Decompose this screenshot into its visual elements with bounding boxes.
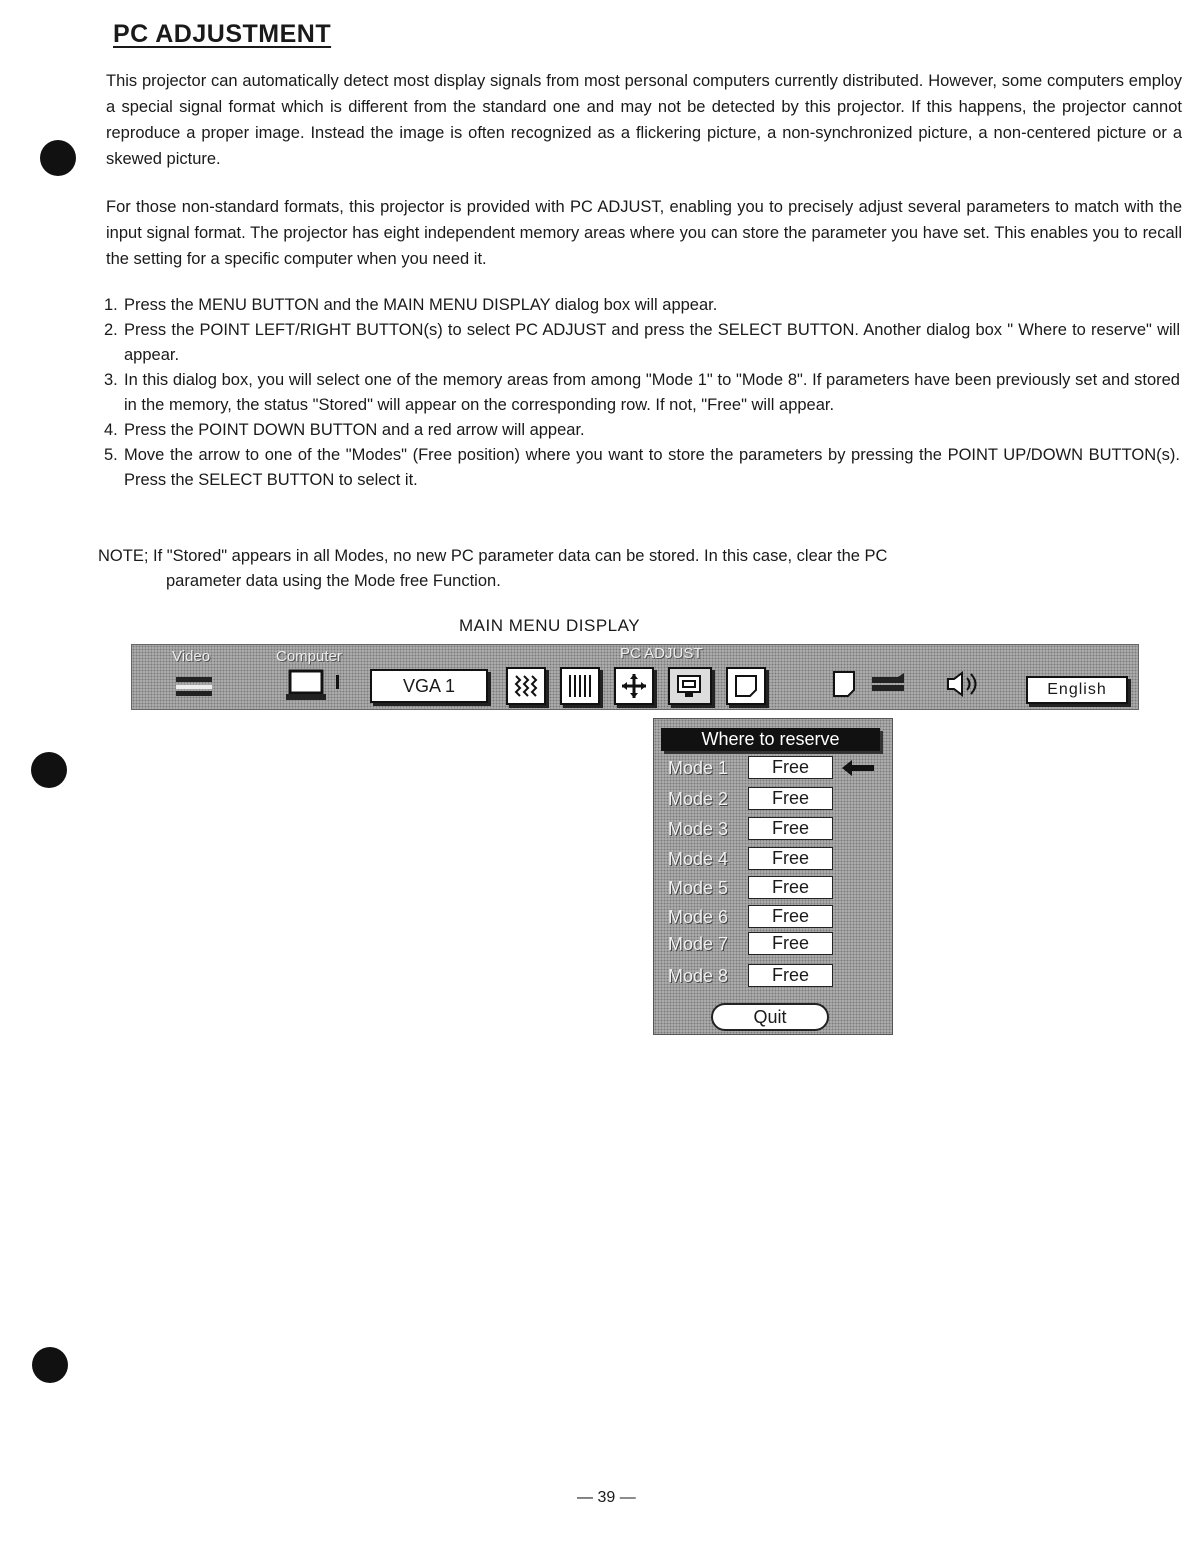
page-title: PC ADJUSTMENT bbox=[113, 20, 332, 48]
selection-arrow-icon bbox=[838, 758, 884, 778]
mode-status: Free bbox=[748, 817, 833, 840]
image-icon[interactable] bbox=[828, 667, 860, 701]
mode-row[interactable] bbox=[654, 847, 892, 872]
main-menu-bar bbox=[131, 644, 1139, 710]
mode-status: Free bbox=[748, 876, 833, 899]
source-select[interactable]: VGA 1 bbox=[370, 669, 488, 703]
mode-label: Mode 5 bbox=[668, 878, 729, 898]
note-label: NOTE; bbox=[98, 547, 149, 565]
video-label: Video bbox=[172, 648, 211, 665]
mode-status: Free bbox=[748, 932, 833, 955]
screen-icon[interactable] bbox=[726, 667, 766, 705]
note-text: If "Stored" appears in all Modes, no new PC parameter data can be stored. In this case, clear the PC bbox=[153, 547, 888, 565]
mode-row[interactable] bbox=[654, 817, 892, 842]
punch-hole bbox=[31, 752, 67, 788]
note bbox=[98, 544, 1180, 594]
total-dots-icon[interactable] bbox=[560, 667, 600, 705]
list-item: 5. Move the arrow to one of the "Modes" (Free position) where you want to store the parameters by pressing the POINT UP/DOWN BUTTON(s). Press the SELECT BUTTON to select it. bbox=[104, 446, 1180, 489]
list-item: 1. Press the MENU BUTTON and the MAIN MENU DISPLAY dialog box will appear. bbox=[104, 296, 718, 314]
intro-paragraph: This projector can automatically detect most display signals from most personal computers currently distributed. However, some computers employ a special signal format which is different from the standard one and may not be detected by this projector. If this happens, the projector cannot reproduce a proper image. Instead the image is often recognized as a flickering picture, a non-synchronized picture, a non-centered picture or a skewed picture. bbox=[106, 72, 1182, 168]
video-icon[interactable] bbox=[172, 671, 216, 703]
mode-label: Mode 3 bbox=[668, 819, 729, 839]
steps-list bbox=[104, 293, 1180, 493]
pc-adjust-paragraph: For those non-standard formats, this projector is provided with PC ADJUST, enabling you to precisely adjust several parameters to match with the input signal format. The projector has eight independent memory areas where you can store the parameter you have set. This enables you to recall the setting for a specific computer when you need it. bbox=[106, 198, 1182, 268]
list-item: 3. In this dialog box, you will select one of the memory areas from among "Mode 1" to "Mode 8". If parameters have been previously set and stored in the memory, the status "Stored" will appear on the corresponding row. If not, "Free" will appear. bbox=[104, 371, 1180, 414]
mode-label: Mode 6 bbox=[668, 907, 729, 927]
mode-status: Free bbox=[748, 964, 833, 987]
list-item: 2. Press the POINT LEFT/RIGHT BUTTON(s) to select PC ADJUST and press the SELECT BUTTON. Another dialog box " Where to reserve" will appear. bbox=[104, 321, 1180, 364]
mode-row[interactable] bbox=[654, 876, 892, 901]
mode-status: Free bbox=[748, 905, 833, 928]
fine-sync-icon[interactable] bbox=[506, 667, 546, 705]
sound-icon[interactable] bbox=[940, 669, 986, 699]
mode-label: Mode 2 bbox=[668, 789, 729, 809]
mode-row[interactable] bbox=[654, 756, 892, 781]
pc-adjust-label: PC ADJUST bbox=[620, 645, 703, 662]
mode-row[interactable] bbox=[654, 787, 892, 812]
computer-label: Computer bbox=[276, 648, 342, 665]
page-number: — 39 — bbox=[577, 1489, 636, 1506]
mode-status: Free bbox=[748, 787, 833, 810]
mode-label: Mode 8 bbox=[668, 966, 729, 986]
punch-hole bbox=[40, 140, 76, 176]
mode-status: Free bbox=[748, 847, 833, 870]
note-text-cont: parameter data using the Mode free Function. bbox=[166, 572, 501, 590]
menu-caption: MAIN MENU DISPLAY bbox=[459, 616, 641, 635]
position-icon[interactable] bbox=[614, 667, 654, 705]
mode-label: Mode 4 bbox=[668, 849, 729, 869]
dialog-title: Where to reserve bbox=[661, 728, 880, 751]
mode-row[interactable] bbox=[654, 905, 892, 930]
mode-row[interactable] bbox=[654, 932, 892, 957]
mode-label: Mode 7 bbox=[668, 934, 729, 954]
computer-icon[interactable] bbox=[284, 667, 348, 703]
quit-button[interactable]: Quit bbox=[711, 1003, 829, 1031]
mode-status: Free bbox=[748, 756, 833, 779]
list-item: 4. Press the POINT DOWN BUTTON and a red arrow will appear. bbox=[104, 421, 585, 439]
setting-icon[interactable] bbox=[868, 669, 908, 699]
punch-hole bbox=[32, 1347, 68, 1383]
mode-row[interactable] bbox=[654, 964, 892, 989]
language-select[interactable]: English bbox=[1026, 676, 1128, 704]
where-to-reserve-dialog bbox=[653, 718, 893, 1035]
pc-adjust-icon[interactable] bbox=[668, 667, 712, 705]
mode-label: Mode 1 bbox=[668, 758, 729, 778]
